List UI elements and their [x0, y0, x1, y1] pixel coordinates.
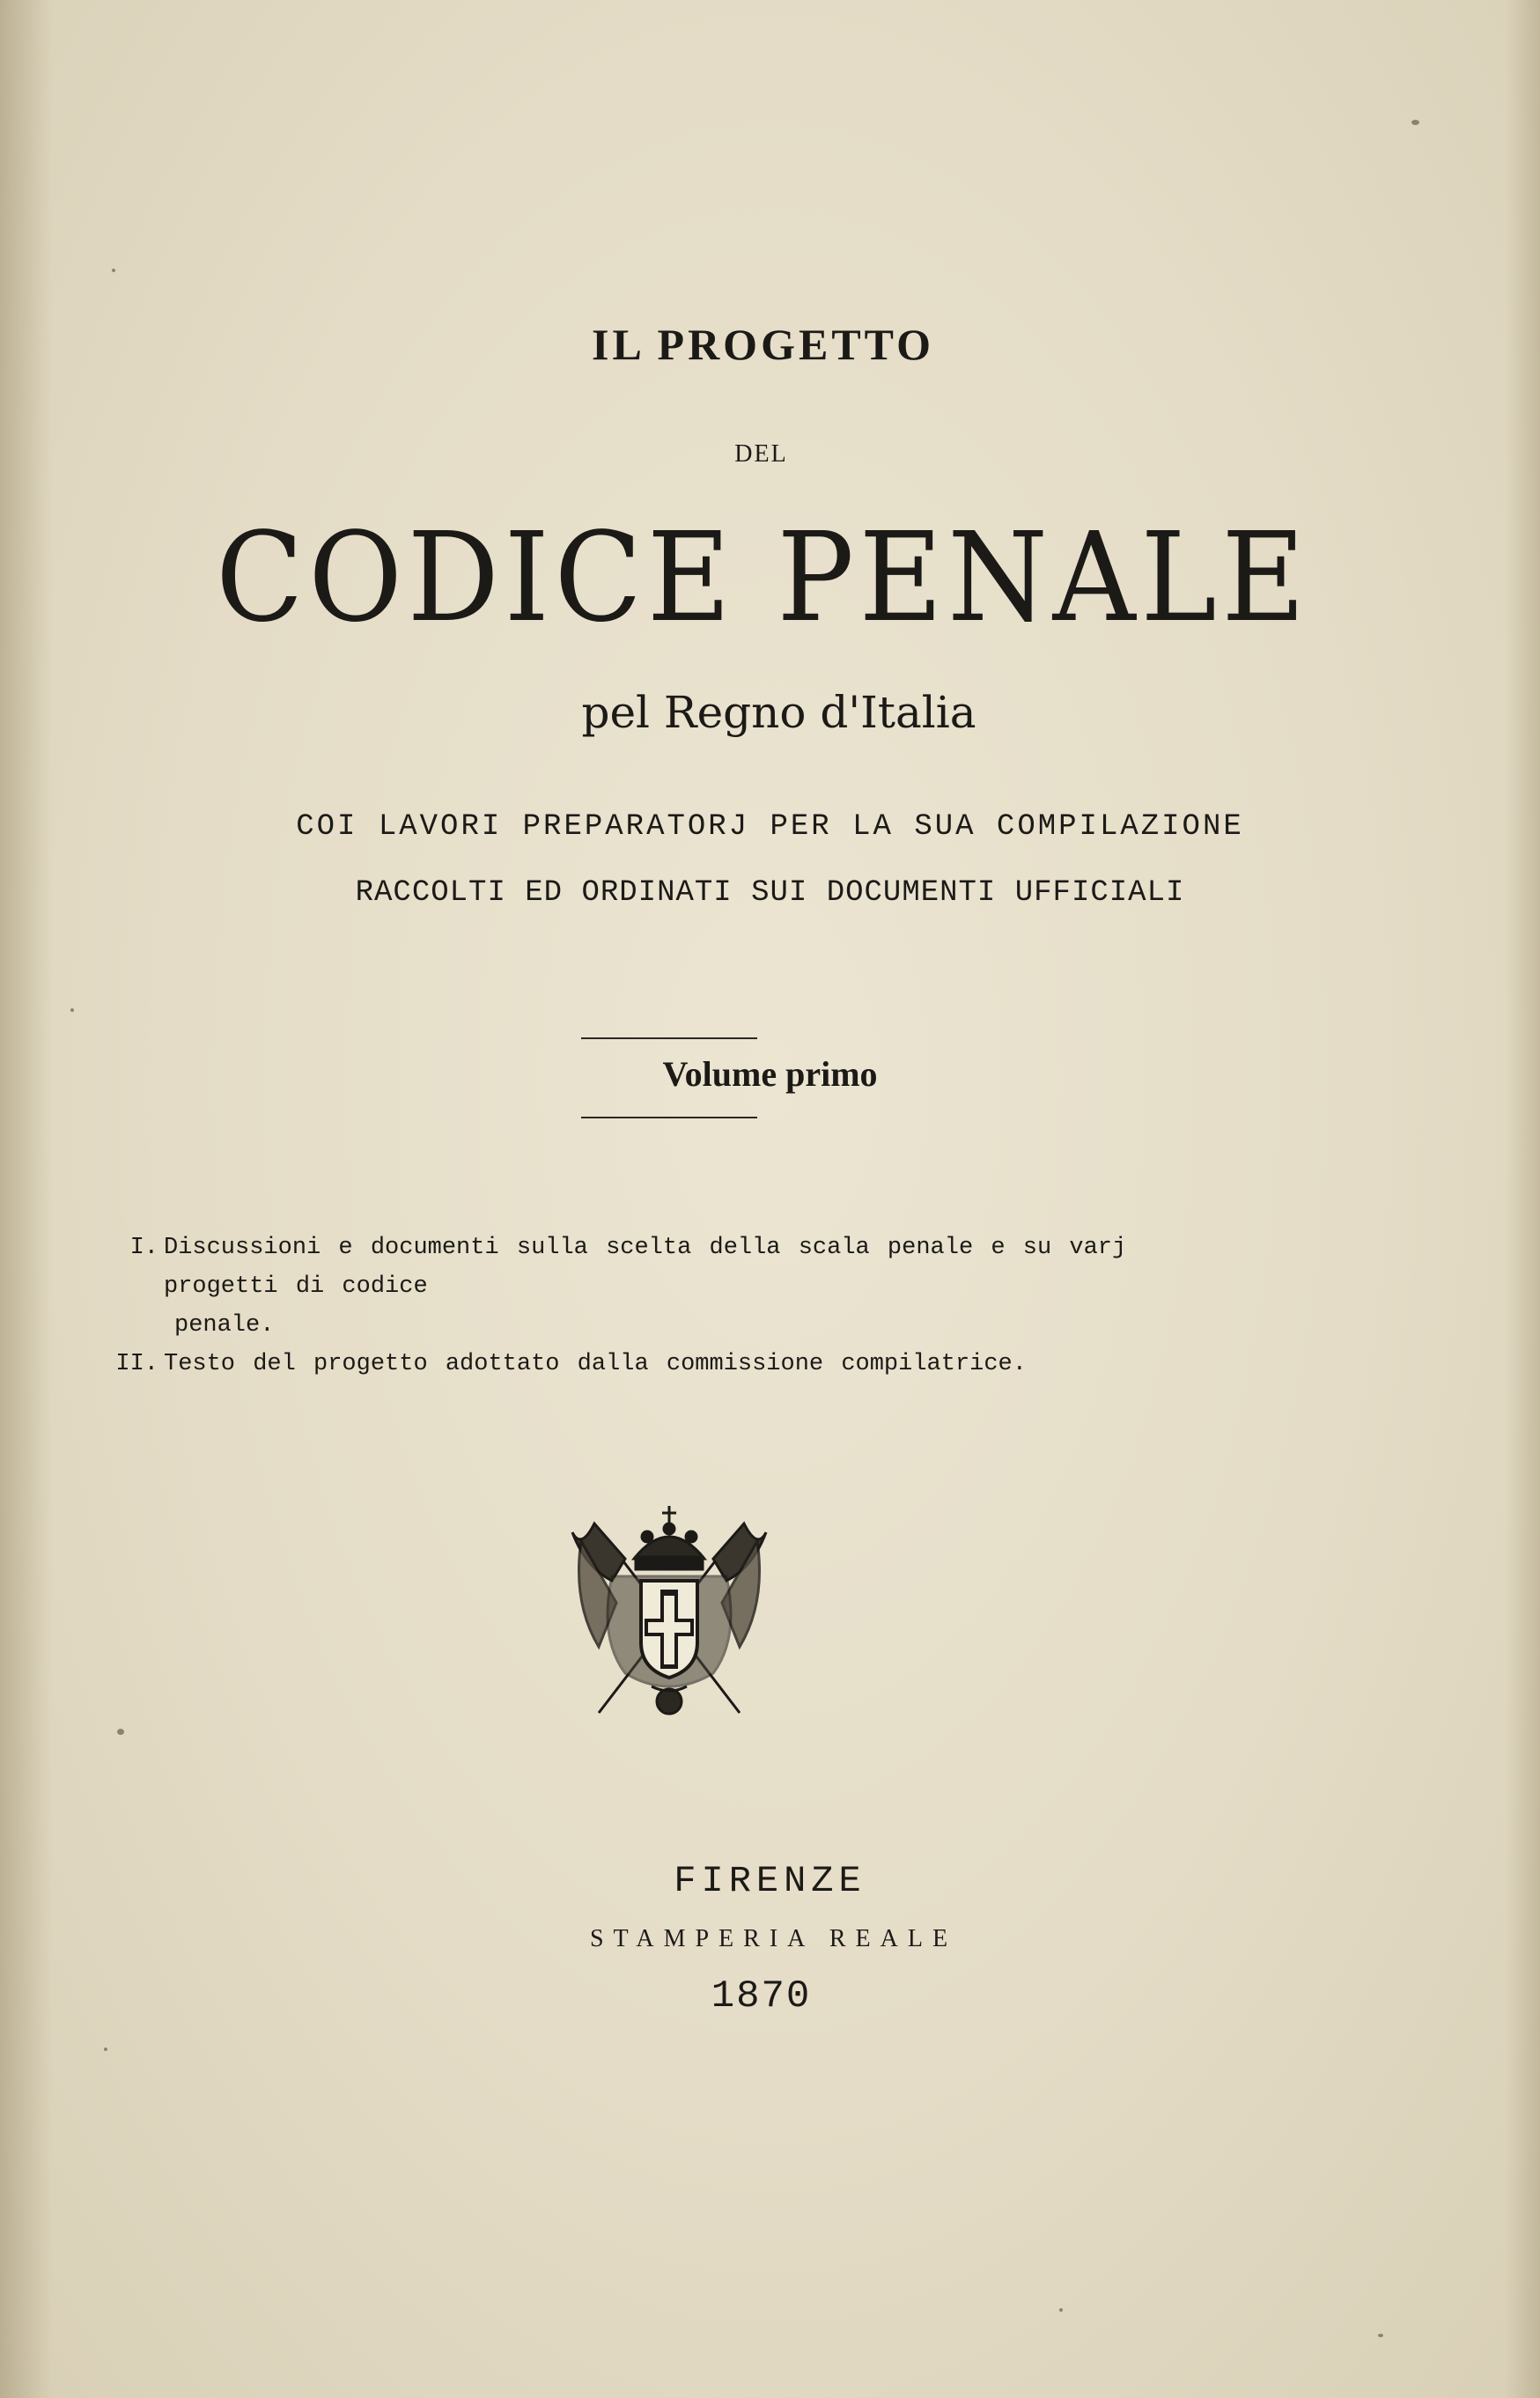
- title-line-1: IL PROGETTO: [591, 320, 935, 369]
- imprint-year: 1870: [711, 1974, 812, 2018]
- paper-speck: [117, 1729, 124, 1735]
- paper-speck: [104, 2048, 107, 2051]
- description-line-1: COI LAVORI PREPARATORJ PER LA SUA COMPILAZIONE: [296, 810, 1244, 844]
- imprint-publisher: STAMPERIA REALE: [589, 1925, 958, 1952]
- main-title: CODICE PENALE: [216, 506, 1310, 650]
- paper-speck: [1378, 2334, 1383, 2337]
- list-item: [114, 1345, 1242, 1383]
- list-item-text: Discussioni e documenti sulla scelta della scala penale e su varj progetti di codice: [164, 1235, 1127, 1300]
- description-line-2: RACCOLTI ED ORDINATI SUI DOCUMENTI UFFICIALI: [355, 876, 1185, 910]
- list-item: [114, 1229, 1242, 1345]
- title-line-2: DEL: [734, 440, 788, 468]
- list-item-number: I.: [129, 1235, 158, 1261]
- subtitle: pel Regno d'Italia: [581, 687, 976, 738]
- paper-speck: [1059, 2308, 1063, 2312]
- imprint-city: FIRENZE: [674, 1860, 866, 1902]
- contents-list: [114, 1229, 1242, 1383]
- volume-rule-bottom: [581, 1117, 757, 1118]
- list-item-text-continuation: penale.: [174, 1312, 275, 1339]
- paper-speck: [112, 269, 115, 272]
- list-item-number: II.: [115, 1351, 158, 1377]
- volume-rule-top: [581, 1037, 757, 1039]
- volume-label: Volume primo: [662, 1054, 878, 1094]
- royal-coat-of-arms-icon: [564, 1497, 775, 1726]
- list-item-text: Testo del progetto adottato dalla commissione compilatrice.: [164, 1351, 1027, 1377]
- paper-speck: [1411, 120, 1419, 125]
- paper-speck: [70, 1008, 74, 1012]
